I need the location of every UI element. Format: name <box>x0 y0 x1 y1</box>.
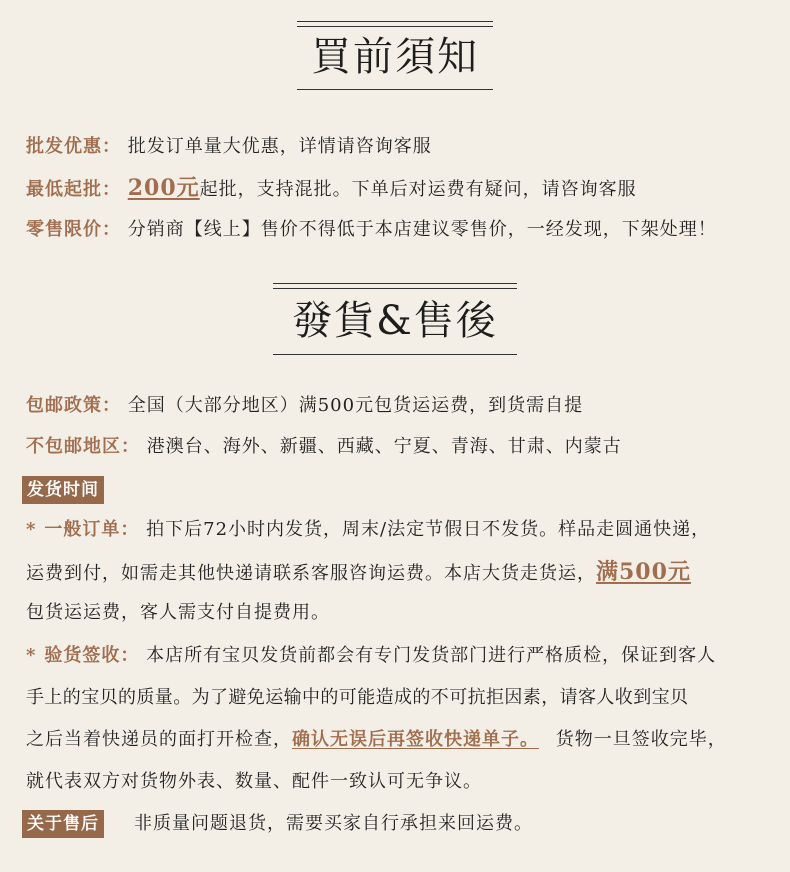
heading-top-rule <box>273 283 517 284</box>
ship-time-tag: 发货时间 <box>22 476 104 504</box>
heading-top-rule <box>297 21 493 22</box>
no-free-shipping-text: 港澳台、海外、新疆、西藏、宁夏、青海、甘肃、内蒙古 <box>146 436 622 457</box>
retail-label: 零售限价： <box>26 219 121 240</box>
shipping-policy-label: 包邮政策： <box>26 395 121 416</box>
min-order-label: 最低起批： <box>26 179 121 200</box>
after-sale-text: 非质量问题退货，需要买家自行承担来回运费。 <box>134 813 533 834</box>
section-title: 買前須知 <box>311 34 479 80</box>
section-heading-buy-notice <box>0 18 790 93</box>
inspect-line-1 <box>26 643 716 669</box>
section-title: 發貨&售後 <box>292 298 498 344</box>
heading-bottom-rule <box>273 354 517 355</box>
retail-text: 分销商【线上】售价不得低于本店建议零售价，一经发现，下架处理！ <box>127 219 717 240</box>
general-order-line-2 <box>26 559 691 587</box>
general-order-line-3 <box>26 600 330 626</box>
general-order-text-3: 包货运运费，客人需支付自提费用。 <box>26 602 330 623</box>
inspect-line-2 <box>26 685 688 711</box>
general-order-highlight: 满500元 <box>596 559 691 585</box>
general-order-line-1 <box>26 517 710 543</box>
wholesale-row <box>26 134 432 160</box>
bullet-star: * <box>26 519 37 540</box>
inspect-text-1: 本店所有宝贝发货前都会有专门发货部门进行严格质检，保证到客人 <box>146 645 717 666</box>
min-order-row <box>26 175 637 203</box>
inspect-line-3 <box>26 727 727 753</box>
general-order-text-1: 拍下后72小时内发货，周末/法定节假日不发货。样品走圆通快递， <box>146 519 711 540</box>
inspect-text-3a: 之后当着快递员的面打开检查， <box>26 729 292 750</box>
inspect-line-4 <box>26 769 482 795</box>
inspect-text-2: 手上的宝贝的质量。为了避免运输中的可能造成的不可抗拒因素，请客人收到宝贝 <box>26 687 689 708</box>
bullet-star: * <box>26 645 37 666</box>
inspect-label: 验货签收： <box>44 645 140 666</box>
after-sale-tag: 关于售后 <box>22 810 104 838</box>
heading-top-rule-2 <box>273 288 517 289</box>
wholesale-label: 批发优惠： <box>26 136 121 157</box>
min-order-text: 起批，支持混批。下单后对运费有疑问，请咨询客服 <box>199 179 637 200</box>
after-sale-row <box>134 811 533 837</box>
min-order-amount: 200元 <box>127 175 200 201</box>
retail-row <box>26 217 717 243</box>
no-free-shipping-row <box>26 434 622 460</box>
heading-bottom-rule <box>297 89 493 90</box>
general-order-label: 一般订单： <box>44 519 140 540</box>
shipping-policy-text: 全国（大部分地区）满500元包货运运费，到货需自提 <box>127 395 584 416</box>
general-order-text-2: 运费到付，如需走其他快递请联系客服咨询运费。本店大货走货运， <box>26 563 596 584</box>
inspect-text-3b: 货物一旦签收完毕， <box>555 729 727 750</box>
wholesale-text: 批发订单量大优惠，详情请咨询客服 <box>127 136 432 157</box>
heading-top-rule-2 <box>297 26 493 27</box>
inspect-highlight: 确认无误后再签收快递单子。 <box>292 729 539 750</box>
inspect-text-4: 就代表双方对货物外表、数量、配件一致认可无争议。 <box>26 771 482 792</box>
shipping-policy-row <box>26 393 583 419</box>
section-heading-shipping <box>0 280 790 360</box>
no-free-shipping-label: 不包邮地区： <box>26 436 140 457</box>
